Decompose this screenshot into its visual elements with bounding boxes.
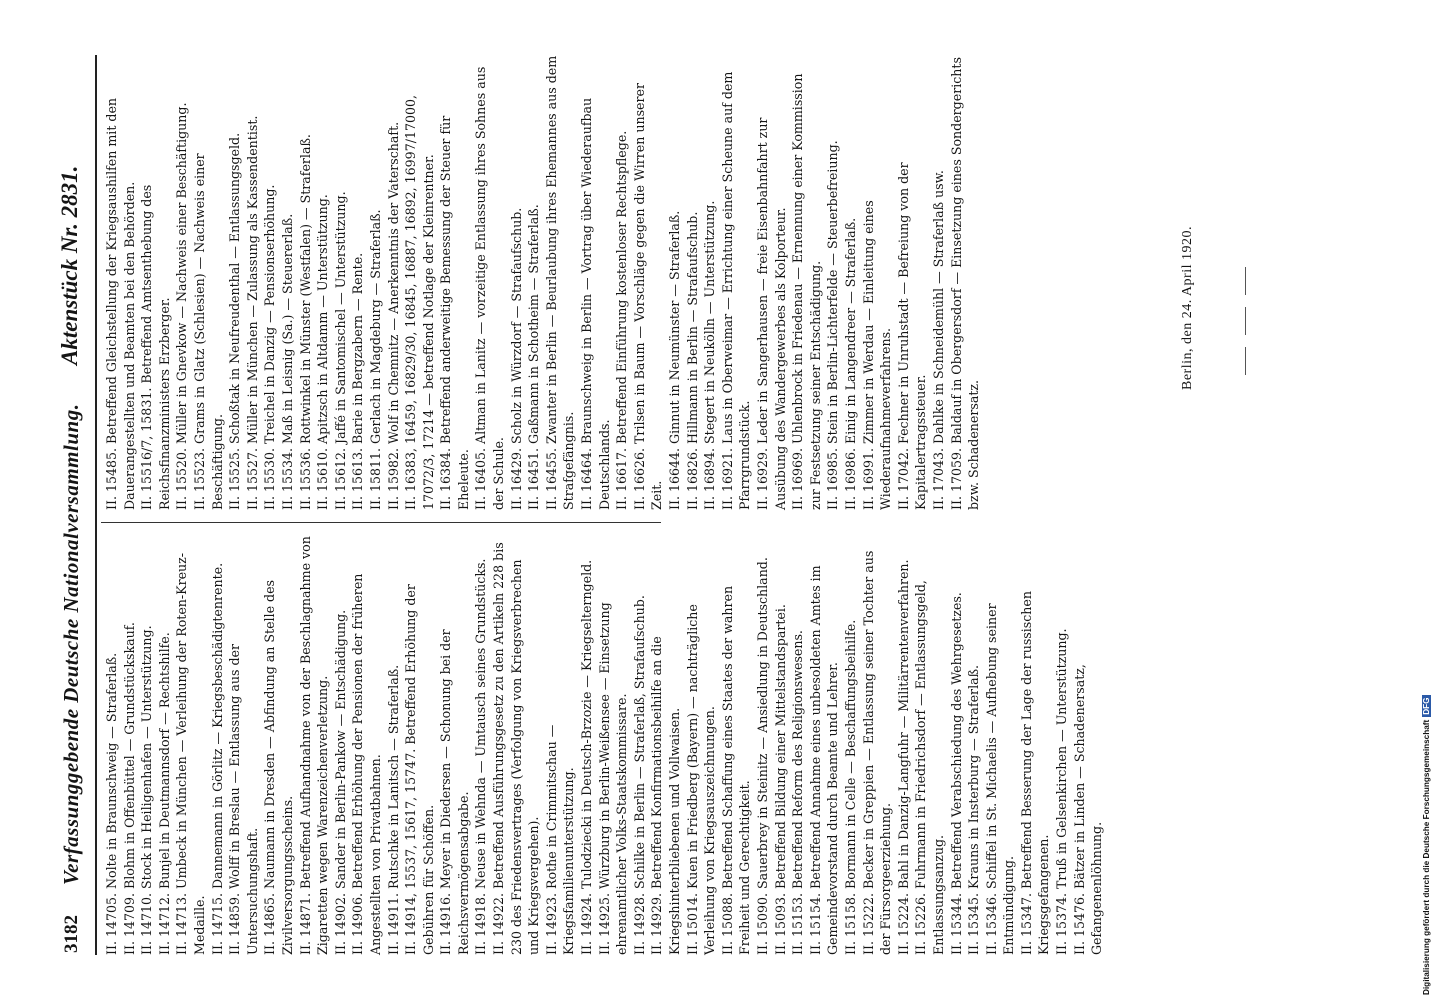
list-item: II. 17059. Baldauf in Obergersdorf — Einsetzung eines Sondergerichts bzw. Schadenersatz. <box>948 57 982 510</box>
list-item: II. 16384. Betreffend anderweitige Bemessung der Steuer für Eheleute. <box>438 115 471 510</box>
rotated-page-content <box>55 55 1425 955</box>
list-item: II. 14911. Rutschke in Lanitsch — Straferlaß. <box>385 664 401 955</box>
date-line: Berlin, den 24. April 1920. <box>1180 226 1195 390</box>
list-item: II. 14914, 15537, 15617, 15747. Betreffend Erhöhung der Gebühren für Schöffen. <box>403 584 436 955</box>
left-column <box>103 535 1105 955</box>
list-item: II. 15525. Schoßtak in Neufreudenthal — Entlassungsgeld. <box>227 132 243 510</box>
list-item: II. 15523. Grams in Glatz (Schlesien) — Nachweis einer Beschäftigung. <box>191 153 225 510</box>
list-item: II. 16929. Leder in Sangerhausen — freie Eisenbahnfahrt zur Ausübung des Wandergewerbes als Kolporteur. <box>754 117 788 510</box>
closing-dashes <box>1235 225 1249 375</box>
list-item: II. 16451. Gaßmann in Schotheim — Straferlaß. <box>526 204 542 510</box>
right-column <box>103 55 982 510</box>
list-item: II. 16921. Laus in Oberweimar — Errichtung einer Scheune auf dem Pfarrgrundstück. <box>719 71 753 510</box>
list-item: II. 14916. Meyer in Diedersen — Schonung bei der Reichsvermögensabgabe. <box>438 629 471 955</box>
list-item: II. 15346. Schiffel in St. Michaelis — Aufhebung seiner Entmündigung. <box>983 603 1017 955</box>
list-item: II. 14709. Blohm in Offenbüttel — Grundstückskauf. <box>121 622 137 955</box>
document-number: Aktenstück Nr. 2831. <box>57 165 82 365</box>
list-item: II. 15485. Betreffend Gleichstellung der Kriegsaushilfen mit den Dauerangestellten und Beamten bei den Behörden. <box>104 97 137 510</box>
list-item: II. 14902. Sander in Berlin-Pankow — Entschädigung. <box>332 609 348 955</box>
list-item: II. 15520. Müller in Gnevkow — Nachweis einer Beschäftigung. <box>174 102 190 510</box>
list-item: II. 16455. Zwanter in Berlin — Beurlaubung ihres Ehemannes aus dem Strafgefängnis. <box>543 55 577 510</box>
list-item: II. 15158. Bormann in Celle — Beschaffungsbeihilfe. <box>842 619 858 955</box>
list-item: II. 14929. Betreffend Konfirmationsbeihilfe an die Kriegshinterbliebenen und Vollwaisen. <box>649 636 682 955</box>
list-item: II. 16626. Trilsen in Baum — Vorschläge gegen die Wirren unserer Zeit. <box>631 83 665 510</box>
list-item: II. 16985. Stein in Berlin-Lichterfelde — Steuerbefreiung. <box>825 140 841 510</box>
list-item: II. 15982. Wolf in Chemnitz — Anerkenntnis der Vaterschaft. <box>385 121 401 510</box>
list-item: II. 15476. Bätzer in Linden — Schadenersatz, Gefangenenlöhnung. <box>1071 664 1105 955</box>
list-item: II. 14918. Neuse in Wehnda — Umtausch seines Grundstücks. <box>473 558 489 955</box>
list-item: II. 14924. Tulodziecki in Deutsch-Brzozie — Kriegselterngeld. <box>579 559 595 955</box>
list-item: II. 14925. Würzburg in Berlin-Weißensee — Einsetzung ehrenamtlicher Volks-Staatskommissare. <box>596 602 630 955</box>
list-item: II. 17043. Dahlke in Schneidemühl — Straferlaß usw. <box>930 170 946 510</box>
list-item: II. 15090. Sauerbrey in Steinitz — Ansiedlung in Deutschland. <box>754 557 770 955</box>
list-item: II. 16617. Betreffend Einführung kostenloser Rechtspflege. <box>614 130 630 510</box>
list-item: II. 15536. Rottwinkel in Münster (Westfalen) — Straferlaß. <box>297 134 313 510</box>
list-item: II. 16464. Braunschweig in Berlin — Vortrag über Wiederaufbau Deutschlands. <box>579 97 612 510</box>
list-item: II. 14906. Betreffend Erhöhung der Pensionen der früheren Angestellten von Privatbahnen. <box>350 573 383 955</box>
list-item: II. 15610. Apitzsch in Altdamm — Unterstützung. <box>315 194 331 510</box>
list-item: II. 16894. Stegert in Neukölln — Unterstützung. <box>702 200 718 510</box>
list-item: II. 15226. Fuhrmann in Friedrichsdorf — Entlassungsgeld, Entlassungsanzug. <box>913 580 946 955</box>
list-item: II. 14712. Bunjel in Deutmannsdorf — Rechtshilfe. <box>156 632 172 955</box>
list-item: II. 14865. Naumann in Dresden — Abfindung an Stelle des Zivilversorgungsscheins. <box>262 579 295 955</box>
list-item: II. 14871. Betreffend Aufhandnahme von der Beschlagnahme von Zigaretten wegen Warenzeichenverletzung. <box>297 536 331 955</box>
list-item: II. 15224. Bahl in Danzig-Langfuhr — Militärrentenverfahren. <box>895 559 911 955</box>
list-item: II. 14710. Stock in Heiligenhafen — Unterstützung. <box>139 625 155 955</box>
list-item: II. 14928. Schilke in Berlin — Straferlaß, Strafaufschub. <box>631 595 647 955</box>
column-divider <box>101 522 661 523</box>
list-item: II. 16383, 16459, 16829/30, 16845, 16887, 16892, 16997/17000, 17072/3, 17214 — betreffend Notlage der Kleinrentner. <box>403 94 436 510</box>
list-item: II. 16429. Scholz in Würzdorf — Strafaufschub. <box>508 207 524 510</box>
list-item: II. 16826. Hillmann in Berlin — Strafaufschub. <box>684 211 700 510</box>
page-number: 3182 <box>61 915 82 953</box>
list-item: II. 14705. Nolte in Braunschweig — Straferlaß. <box>104 652 119 955</box>
list-item: II. 15347. Betreffend Besserung der Lage der russischen Kriegsgefangenen. <box>1018 591 1052 955</box>
list-item: II. 15534. Maß in Leisnig (Sa.) — Steuererlaß. <box>279 213 295 510</box>
list-item: II. 15811. Gerlach in Magdeburg — Straferlaß. <box>367 209 383 510</box>
list-item: II. 15530. Treichel in Danzig — Pensionserhöhung. <box>262 184 278 510</box>
header-rule <box>95 55 97 955</box>
list-item: II. 15613. Barie in Bergzabern — Rente. <box>350 252 366 510</box>
list-item: II. 14923. Rothe in Crimmitschau — Kriegsfamilienunterstützung. <box>543 724 577 955</box>
list-item: II. 15093. Betreffend Bildung einer Mittelstandspartei. <box>772 604 788 955</box>
list-item: II. 16405. Altman in Lanitz — vorzeitige Entlassung ihres Sohnes aus der Schule. <box>473 66 507 510</box>
list-item: II. 16986. Einig in Langendreer — Straferlaß. <box>842 217 858 510</box>
list-item: II. 14713. Umbeck in München — Verleihung der Roten-Kreuz-Medaille. <box>174 552 207 955</box>
digitization-note <box>1422 0 1434 995</box>
list-item: II. 15088. Betreffend Schaffung eines Staates der wahren Freiheit und Gerechtigkeit. <box>719 585 753 955</box>
list-item: II. 16969. Uhlenbrock in Friedenau — Ernennung einer Kommission zur Festsetzung seiner Entschädigung. <box>790 73 823 510</box>
list-item: II. 15222. Becker in Greppien — Entlassung seiner Tochter aus der Fürsorgeerziehung. <box>860 550 894 955</box>
list-item: II. 16644. Ginnut in Neumünster — Straferlaß. <box>667 210 682 510</box>
list-item: II. 15345. Krauns in Insterburg — Straferlaß. <box>966 664 982 955</box>
page-title: Verfassunggebende Deutsche Nationalversammlung. <box>59 403 83 885</box>
list-item: II. 14859. Wolff in Breslau — Entlassung aus der Untersuchungshaft. <box>227 644 260 955</box>
list-item: II. 15516/7, 15831. Betreffend Amtsenthebung des Reichsfinanzministers Erzberger. <box>139 184 172 510</box>
dfg-logo: DFG <box>1422 697 1431 715</box>
list-item: II. 15374. Truß in Gelsenkirchen — Unterstützung. <box>1054 628 1070 955</box>
digitization-note-text: Digitalisierung gefördert durch die Deutsche Forschungsgemeinschaft <box>1422 719 1431 995</box>
page-header <box>55 55 95 955</box>
list-item: II. 15154. Betreffend Annahme eines unbesoldeten Amtes im Gemeindevorstand durch Beamte und Lehrer. <box>807 565 841 955</box>
list-item: II. 15153. Betreffend Reform des Religionswesens. <box>790 630 806 955</box>
list-item: II. 15612. Jaffé in Santomischel — Unterstützung. <box>332 191 348 510</box>
list-item: II. 15527. Müller in München — Zulassung als Kassendentist. <box>244 115 260 510</box>
list-item: II. 14922. Betreffend Ausführungsgesetz zu den Artikeln 228 bis 230 des Friedensvertrages (Verfolgung von Kriegsverbrechen und Kriegsvergehen). <box>491 542 542 955</box>
list-item: II. 15014. Kuen in Friedberg (Bayern) — nachträgliche Verleihung von Kriegsauszeichnungen. <box>684 604 718 955</box>
list-item: II. 15344. Betreffend Verabschiedung des Wehrgesetzes. <box>948 592 964 955</box>
list-item: II. 17042. Fechner in Unruhstadt — Befreiung von der Kapitalertragssteuer. <box>895 162 929 510</box>
list-item: II. 14715. Dannemann in Görlitz — Kriegsbeschädigtenrente. <box>209 562 225 955</box>
list-item: II. 16991. Zimmer in Werdau — Einleitung eines Wiederaufnahmeverfahrens. <box>860 200 894 510</box>
